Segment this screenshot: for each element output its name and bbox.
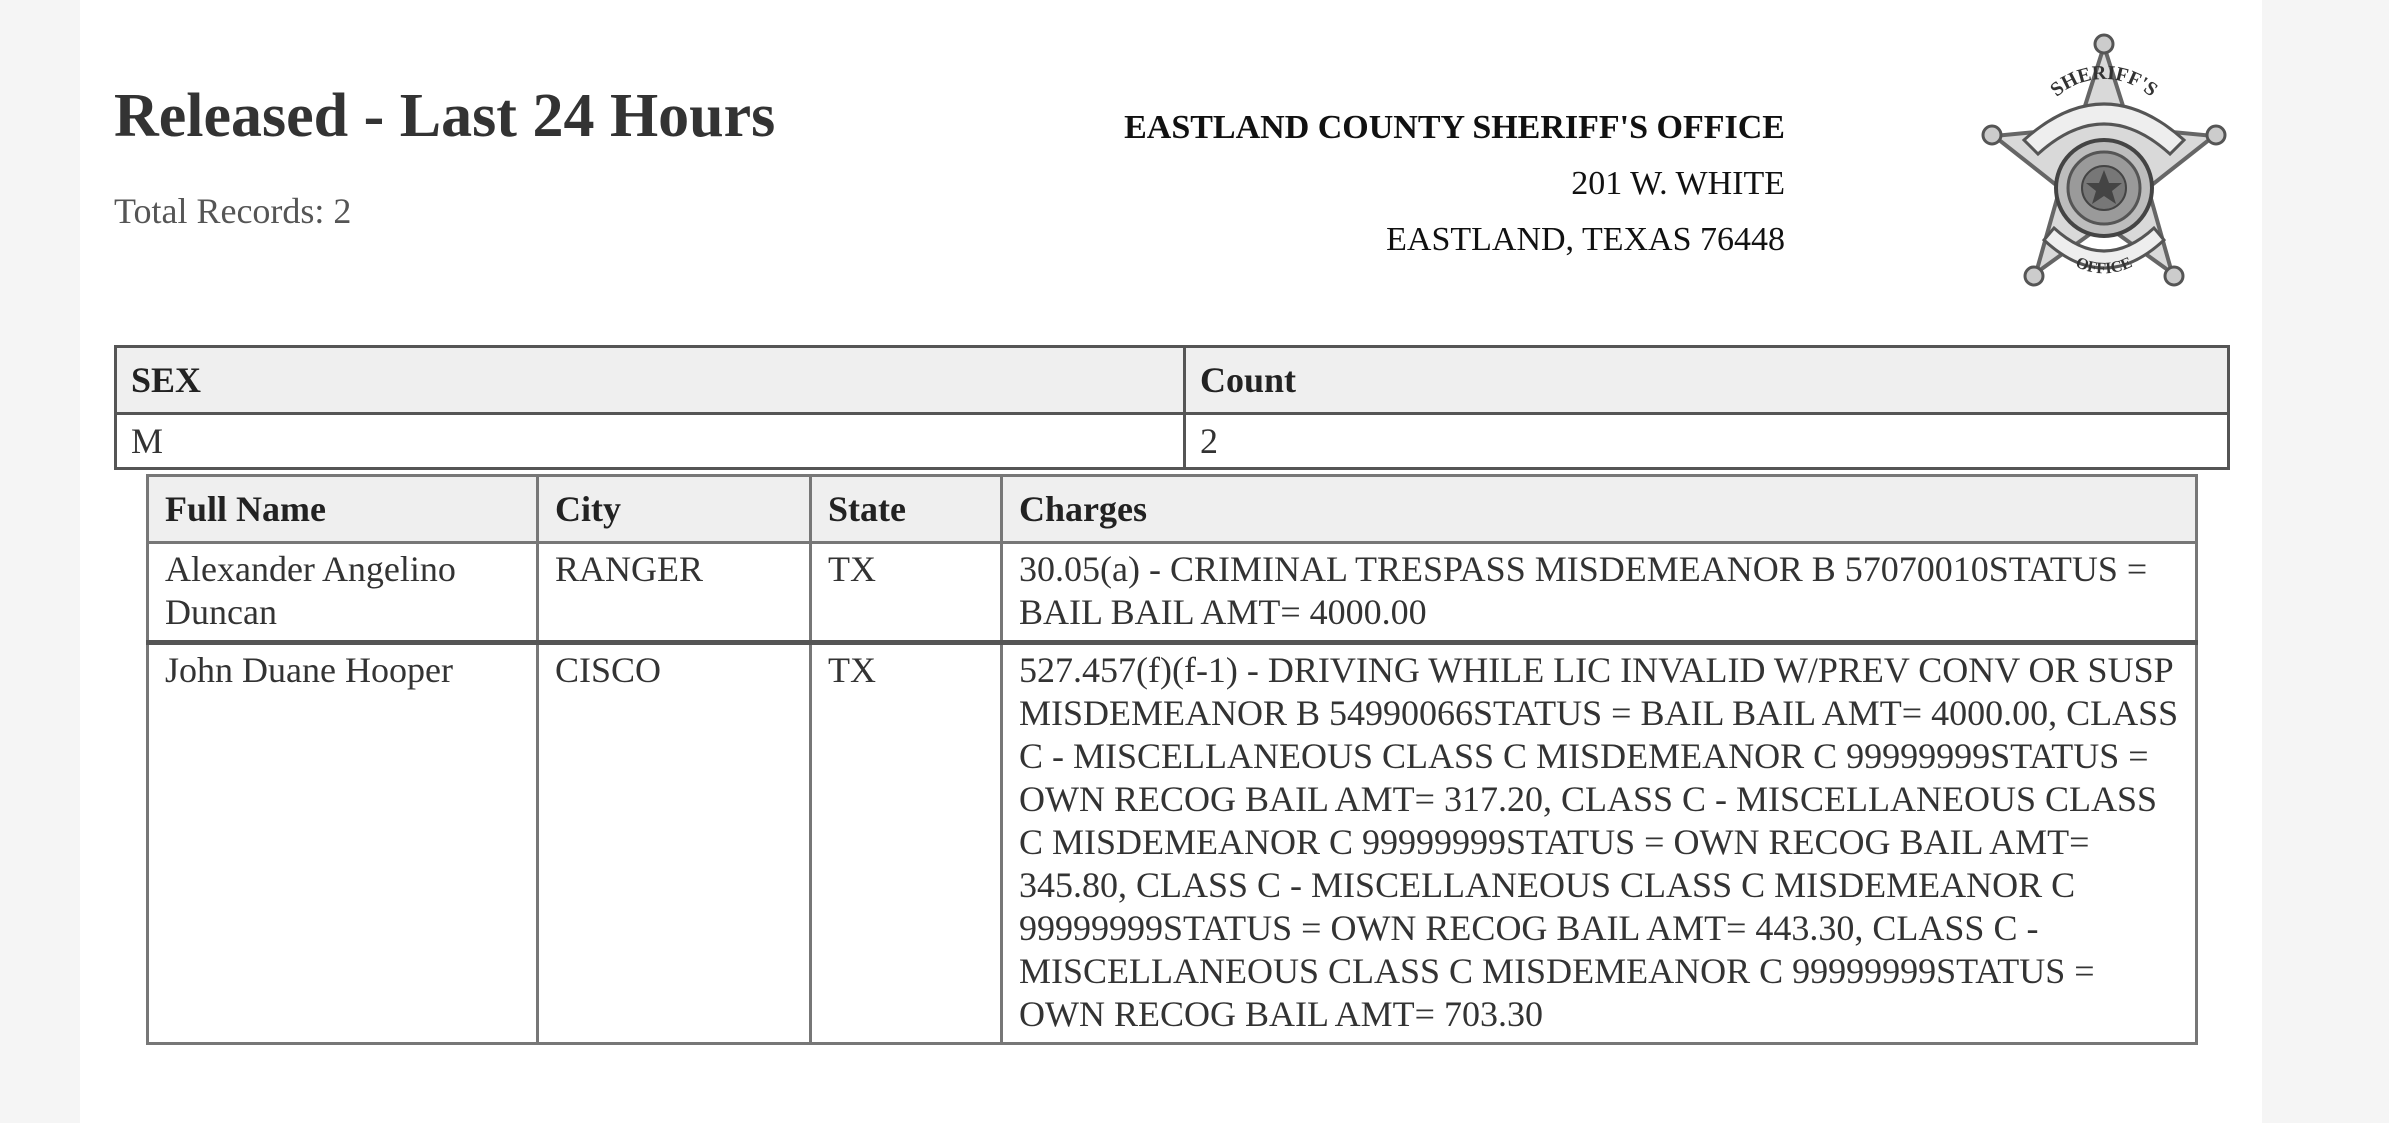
column-header-sex: SEX — [116, 347, 1185, 414]
city-cell: CISCO — [538, 643, 811, 1044]
state-cell: TX — [811, 543, 1002, 643]
table-row — [116, 414, 2229, 469]
sheriff-star-badge-icon — [1944, 28, 2264, 308]
svg-text:SHERIFF'S: SHERIFF'S — [2046, 61, 2162, 102]
report-page — [80, 0, 2262, 1123]
sex-value: M — [116, 414, 1185, 469]
state-cell: TX — [811, 643, 1002, 1044]
charges-cell: 30.05(a) - CRIMINAL TRESPASS MISDEMEANOR B 57070010STATUS = BAIL BAIL AMT= 4000.00 — [1002, 543, 2197, 643]
office-name: EASTLAND COUNTY SHERIFF'S OFFICE — [1124, 109, 1785, 146]
city-cell: RANGER — [538, 543, 811, 643]
full-name-cell: John Duane Hooper — [148, 643, 538, 1044]
column-header-charges: Charges — [1002, 476, 2197, 543]
column-header-full-name: Full Name — [148, 476, 538, 543]
column-header-city: City — [538, 476, 811, 543]
full-name-cell: Alexander Angelino Duncan — [148, 543, 538, 643]
table-row — [148, 543, 2197, 643]
total-records: Total Records: 2 — [114, 191, 352, 231]
table-row — [148, 643, 2197, 1044]
office-info — [1124, 100, 1785, 268]
count-value: 2 — [1185, 414, 2229, 469]
column-header-state: State — [811, 476, 1002, 543]
svg-text:OFFICE: OFFICE — [2073, 254, 2135, 278]
office-address-line2: EASTLAND, TEXAS 76448 — [1386, 221, 1785, 258]
column-header-count: Count — [1185, 347, 2229, 414]
office-address-line1: 201 W. WHITE — [1571, 165, 1785, 202]
charges-cell: 527.457(f)(f-1) - DRIVING WHILE LIC INVALID W/PREV CONV OR SUSP MISDEMEANOR B 54990066STATUS = BAIL BAIL AMT= 4000.00, CLASS C - MISCELLANEOUS CLASS C MISDEMEANOR C 99999999STATUS = OWN RECOG BAIL AMT= 317.20, CLASS C - MISCELLANEOUS CLASS C MISDEMEANOR C 99999999STATUS = OWN RECOG BAIL AMT= 345.80, CLASS C - MISCELLANEOUS CLASS C MISDEMEANOR C 99999999STATUS = OWN RECOG BAIL AMT= 443.30, CLASS C - MISCELLANEOUS CLASS C MISDEMEANOR C 99999999STATUS = OWN RECOG BAIL AMT= 703.30 — [1002, 643, 2197, 1044]
sex-count-table — [114, 345, 2230, 470]
released-records-table — [146, 474, 2198, 1045]
page-title: Released - Last 24 Hours — [114, 82, 776, 150]
